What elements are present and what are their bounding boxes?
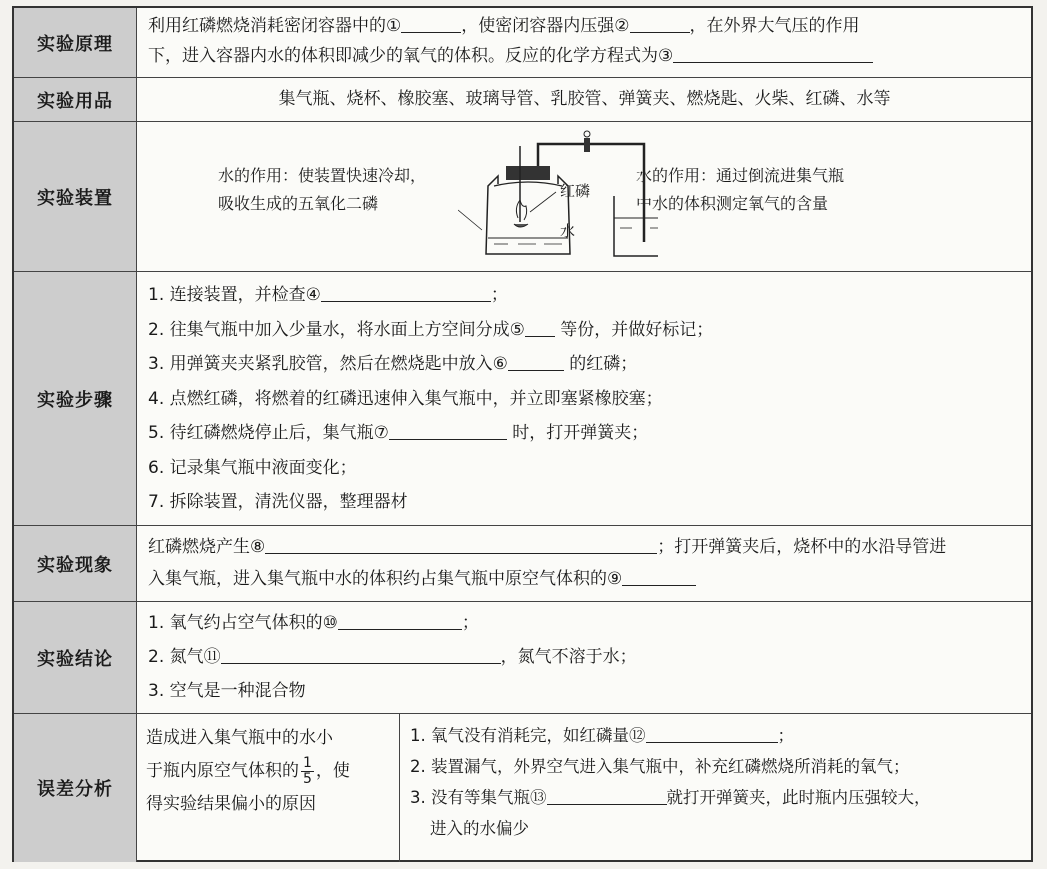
principle-text-1a: 利用红磷燃烧消耗密闭容器中的①: [148, 16, 402, 36]
phenomenon-text-1b: ；打开弹簧夹后，烧杯中的水沿导管进: [657, 537, 947, 557]
error-reason-1a: 1. 氧气没有消耗完，如红磷量⑫: [410, 726, 646, 745]
materials-content: [138, 78, 1031, 121]
step-5a: 5. 待红磷燃烧停止后，集气瓶⑦: [148, 423, 389, 443]
blank-2[interactable]: [630, 14, 690, 33]
phenomenon-text-1a: 红磷燃烧产生⑧: [148, 537, 266, 557]
materials-label: 实验用品: [14, 78, 137, 121]
blank-3[interactable]: [673, 44, 873, 63]
principle-text-2a: 下，进入容器内水的体积即减少的氧气的体积。反应的化学方程式为③: [148, 46, 674, 66]
conclusion-1a: 1. 氧气约占空气体积的⑩: [148, 613, 338, 633]
blank-10[interactable]: [338, 611, 462, 630]
error-reason-1b: ；: [777, 726, 794, 745]
phenomenon-row: [14, 526, 1031, 602]
step-4: 4. 点燃红磷，将燃着的红磷迅速伸入集气瓶中，并立即塞紧橡胶塞；: [148, 388, 663, 409]
step-6: 6. 记录集气瓶中液面变化；: [148, 457, 357, 478]
phosphorus-label: 红磷: [560, 182, 591, 200]
blank-4[interactable]: [321, 283, 491, 302]
materials-row: [14, 78, 1031, 122]
error-reason-2: 2. 装置漏气，外界空气进入集气瓶中，补充红磷燃烧所消耗的氧气；: [410, 757, 910, 776]
step-3a: 3. 用弹簧夹夹紧乳胶管，然后在燃烧匙中放入⑥: [148, 354, 508, 374]
blank-6[interactable]: [508, 352, 564, 371]
error-reason-4: 进入的水偏少: [430, 819, 529, 838]
error-cause-2b: ，使: [315, 761, 350, 781]
steps-label: 实验步骤: [14, 272, 137, 525]
error-row: [14, 714, 1031, 862]
apparatus-diagram: [458, 126, 658, 266]
apparatus-row: [14, 122, 1031, 272]
steps-content: [138, 272, 1031, 525]
phenomenon-content: [138, 526, 1031, 601]
phenomenon-text-2a: 入集气瓶，进入集气瓶中水的体积约占集气瓶中原空气体积的⑨: [148, 569, 623, 589]
error-cause-2a: 于瓶内原空气体积的: [146, 761, 299, 781]
step-1b: ；: [490, 285, 508, 305]
principle-content: [138, 8, 1031, 77]
apparatus-left-note-2: 吸收生成的五氧化二磷: [218, 194, 379, 213]
conclusion-content: [138, 602, 1031, 713]
error-reasons: [402, 714, 1031, 862]
water-label: 水: [560, 222, 576, 240]
experiment-table: [12, 6, 1033, 862]
principle-text-1c: ，在外界大气压的作用: [689, 16, 860, 36]
error-cause: [138, 714, 400, 862]
materials-text: 集气瓶、烧杯、橡胶塞、玻璃导管、乳胶管、弹簧夹、燃烧匙、火柴、红磷、水等: [278, 89, 891, 109]
apparatus-right-note-2: 中水的体积测定氧气的含量: [636, 194, 829, 213]
conclusion-row: [14, 602, 1031, 714]
conclusion-label: 实验结论: [14, 602, 137, 713]
blank-7[interactable]: [389, 421, 507, 440]
conclusion-2b: ，氮气不溶于水；: [500, 647, 637, 667]
steps-row: [14, 272, 1031, 526]
apparatus-label: 实验装置: [14, 122, 137, 271]
blank-9[interactable]: [622, 567, 696, 586]
phenomenon-label: 实验现象: [14, 526, 137, 601]
principle-row: [14, 8, 1031, 78]
error-content: [138, 714, 1031, 862]
principle-text-1b: ，使密闭容器内压强②: [461, 16, 630, 36]
fraction-one-fifth: [301, 756, 314, 787]
error-cause-1: 造成进入集气瓶中的水小: [146, 728, 333, 748]
error-label: 误差分析: [14, 714, 137, 862]
fraction-denominator: 5: [303, 770, 312, 787]
error-reason-3b: 就打开弹簧夹，此时瓶内压强较大，: [666, 788, 931, 807]
apparatus-right-note-1: 水的作用：通过倒流进集气瓶: [636, 166, 845, 185]
apparatus-content: [138, 122, 1031, 271]
conclusion-2a: 2. 氮气⑪: [148, 647, 221, 667]
blank-13[interactable]: [547, 786, 667, 805]
step-1a: 1. 连接装置，并检查④: [148, 285, 321, 305]
step-2a: 2. 往集气瓶中加入少量水，将水面上方空间分成⑤: [148, 319, 525, 340]
conclusion-1b: ；: [461, 613, 479, 633]
principle-label: 实验原理: [14, 8, 137, 77]
apparatus-left-note-1: 水的作用：使装置快速冷却，: [218, 166, 427, 185]
step-5b: 时，打开弹簧夹；: [506, 423, 649, 443]
step-7: 7. 拆除装置，清洗仪器，整理器材: [148, 492, 408, 512]
step-2b: 等份，并做好标记；: [554, 319, 714, 340]
fraction-numerator: 1: [303, 754, 312, 771]
blank-12[interactable]: [646, 724, 778, 743]
blank-11[interactable]: [221, 645, 501, 664]
blank-5[interactable]: [525, 318, 555, 337]
blank-1[interactable]: [401, 14, 461, 33]
blank-8[interactable]: [265, 535, 657, 554]
error-cause-3: 得实验结果偏小的原因: [146, 794, 316, 814]
conclusion-3: 3. 空气是一种混合物: [148, 681, 306, 701]
error-reason-3a: 3. 没有等集气瓶⑬: [410, 788, 547, 807]
step-3b: 的红磷；: [563, 354, 638, 374]
